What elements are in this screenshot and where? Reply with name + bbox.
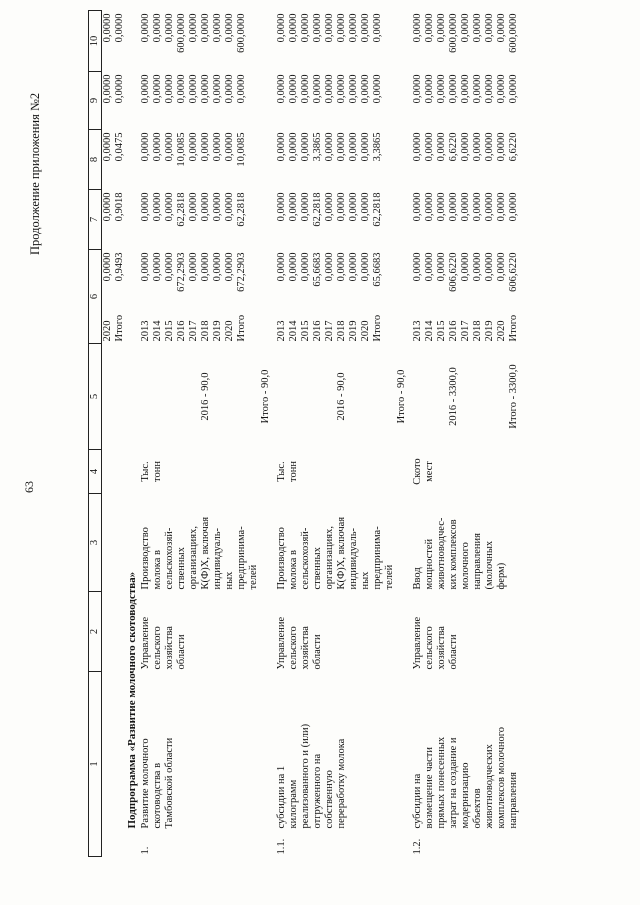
value-cell: 0,0000 0,9018 [102, 192, 125, 222]
table-row [102, 11, 127, 857]
program-table [88, 10, 520, 857]
header-cell: 3 [89, 494, 102, 592]
value-cell: 0,0000 0,0000 0,0000 62,2818 0,0000 0,0000 0,0000 0,0000 62,2818 [140, 192, 247, 227]
table-row [140, 11, 272, 857]
header-cell: 1 [89, 672, 102, 857]
value-cell: 0,0000 0,0000 0,0000 65,6683 0,0000 0,0000 0,0000 0,0000 65,6683 [276, 252, 383, 287]
header-cell: 2 [89, 592, 102, 672]
indicator-cell: Ввод мощностей животноводчес- ких комплексов молочного направления (молочных ферм) [412, 517, 507, 590]
header-cell: 4 [89, 450, 102, 494]
row-number: 1.1. [276, 838, 287, 855]
value-cell: 0,0000 0,0000 0,0000 600,0000 0,0000 0,0000 0,0000 0,0000 600,0000 [412, 13, 519, 53]
unit-cell: Ското мест [412, 458, 435, 485]
page-number: 63 [22, 481, 36, 493]
row-number: 1.2. [412, 838, 423, 855]
value-cell: 0,0000 0,0000 0,0000 606,6220 0,0000 0,0000 0,0000 0,0000 606,6220 [412, 252, 519, 292]
measure-name: субсидии на 1 килограмм реализованного и (или) отгруженного на собственную переработку молока [276, 723, 347, 829]
measure-name: субсидии на возмещение части прямых понесенных затрат на создание и модернизацию объектов животноводческих комплексов молочного направления [412, 726, 519, 829]
value-cell: 0,0000 0,0000 0,0000 0,0000 0,0000 0,0000 0,0000 0,0000 0,0000 [140, 74, 247, 104]
indicator-cell: Производство молока в сельскохозяй- ственных организациях, К(Ф)Х, включая индивидуаль- ных предпринима- телей [276, 516, 395, 590]
header-row [89, 11, 102, 857]
header-cell: 8 [89, 130, 102, 190]
value-cell: 0,0000 0,0000 [102, 13, 125, 43]
subprogram-row [126, 11, 140, 857]
unit-cell: Тыс. тонн [140, 461, 163, 482]
target-cell: 2016 - 90,0 Итого - 90,0 [336, 369, 407, 424]
table-row [412, 11, 520, 857]
measure-name-cell [412, 672, 520, 857]
value-cell: 0,0000 0,0000 0,0000 0,0000 0,0000 0,0000 0,0000 0,0000 0,0000 [276, 13, 383, 43]
executor-cell: Управление сельского хозяйства области [412, 616, 459, 670]
value-cell: 0,0000 0,0000 0,0000 600,0000 0,0000 0,0000 0,0000 0,0000 600,0000 [140, 13, 247, 53]
executor-cell: Управление сельского хозяйства области [276, 616, 323, 670]
table-row [276, 11, 408, 857]
value-cell: 0,0000 0,9493 [102, 252, 125, 282]
subprogram-title: Подпрограмма «Развитие молочного скотоводства» [126, 571, 138, 829]
value-cell: 0,0000 0,0000 0,0000 62,2818 0,0000 0,0000 0,0000 0,0000 62,2818 [276, 192, 383, 227]
measure-name-cell [140, 672, 272, 857]
target-cell: 2016 - 3300,0 Итого - 3300,0 [448, 364, 519, 429]
continuation-title: Продолжение приложения №2 [28, 92, 42, 255]
value-cell: 0,0000 0,0000 0,0000 10,0085 0,0000 0,0000 0,0000 0,0000 10,0085 [140, 132, 247, 167]
year-cell: 2020 Итого [102, 314, 125, 342]
value-cell: 0,0000 0,0000 0,0000 6,6220 0,0000 0,0000 0,0000 0,0000 6,6220 [412, 132, 519, 162]
header-cell: 7 [89, 190, 102, 250]
executor-cell: Управление сельского хозяйства области [140, 616, 187, 670]
header-cell: 6 [89, 250, 102, 344]
measure-name: Развитие молочного скотоводства в Тамбовской области [140, 737, 175, 829]
year-cell: 2013 2014 2015 2016 2017 2018 2019 2020 Итого [140, 314, 247, 342]
target-cell: 2016 - 90,0 Итого - 90,0 [200, 369, 271, 424]
header-cell: 5 [89, 344, 102, 450]
row-number: 1. [140, 846, 151, 855]
header-cell: 9 [89, 72, 102, 130]
value-cell: 0,0000 0,0000 0,0000 0,0000 0,0000 0,0000 0,0000 0,0000 0,0000 [412, 74, 519, 104]
value-cell: 0,0000 0,0000 0,0000 672,2903 0,0000 0,0000 0,0000 0,0000 672,2903 [140, 252, 247, 292]
measure-name-cell [276, 672, 408, 857]
value-cell: 0,0000 0,0000 0,0000 0,0000 0,0000 0,0000 0,0000 0,0000 0,0000 [412, 192, 519, 222]
year-cell: 2013 2014 2015 2016 2017 2018 2019 2020 Итого [276, 314, 383, 342]
indicator-cell: Производство молока в сельскохозяй- ственных организациях, К(Ф)Х, включая индивидуаль- ных предпринима- телей [140, 516, 259, 590]
value-cell: 0,0000 0,0000 0,0000 0,0000 0,0000 0,0000 0,0000 0,0000 0,0000 [276, 74, 383, 104]
year-cell: 2013 2014 2015 2016 2017 2018 2019 2020 Итого [412, 314, 519, 342]
value-cell: 0,0000 0,0475 [102, 132, 125, 162]
value-cell: 0,0000 0,0000 [102, 74, 125, 104]
unit-cell: Тыс. тонн [276, 461, 299, 482]
header-cell: 10 [89, 11, 102, 72]
value-cell: 0,0000 0,0000 0,0000 3,3865 0,0000 0,0000 0,0000 0,0000 3,3865 [276, 132, 383, 162]
